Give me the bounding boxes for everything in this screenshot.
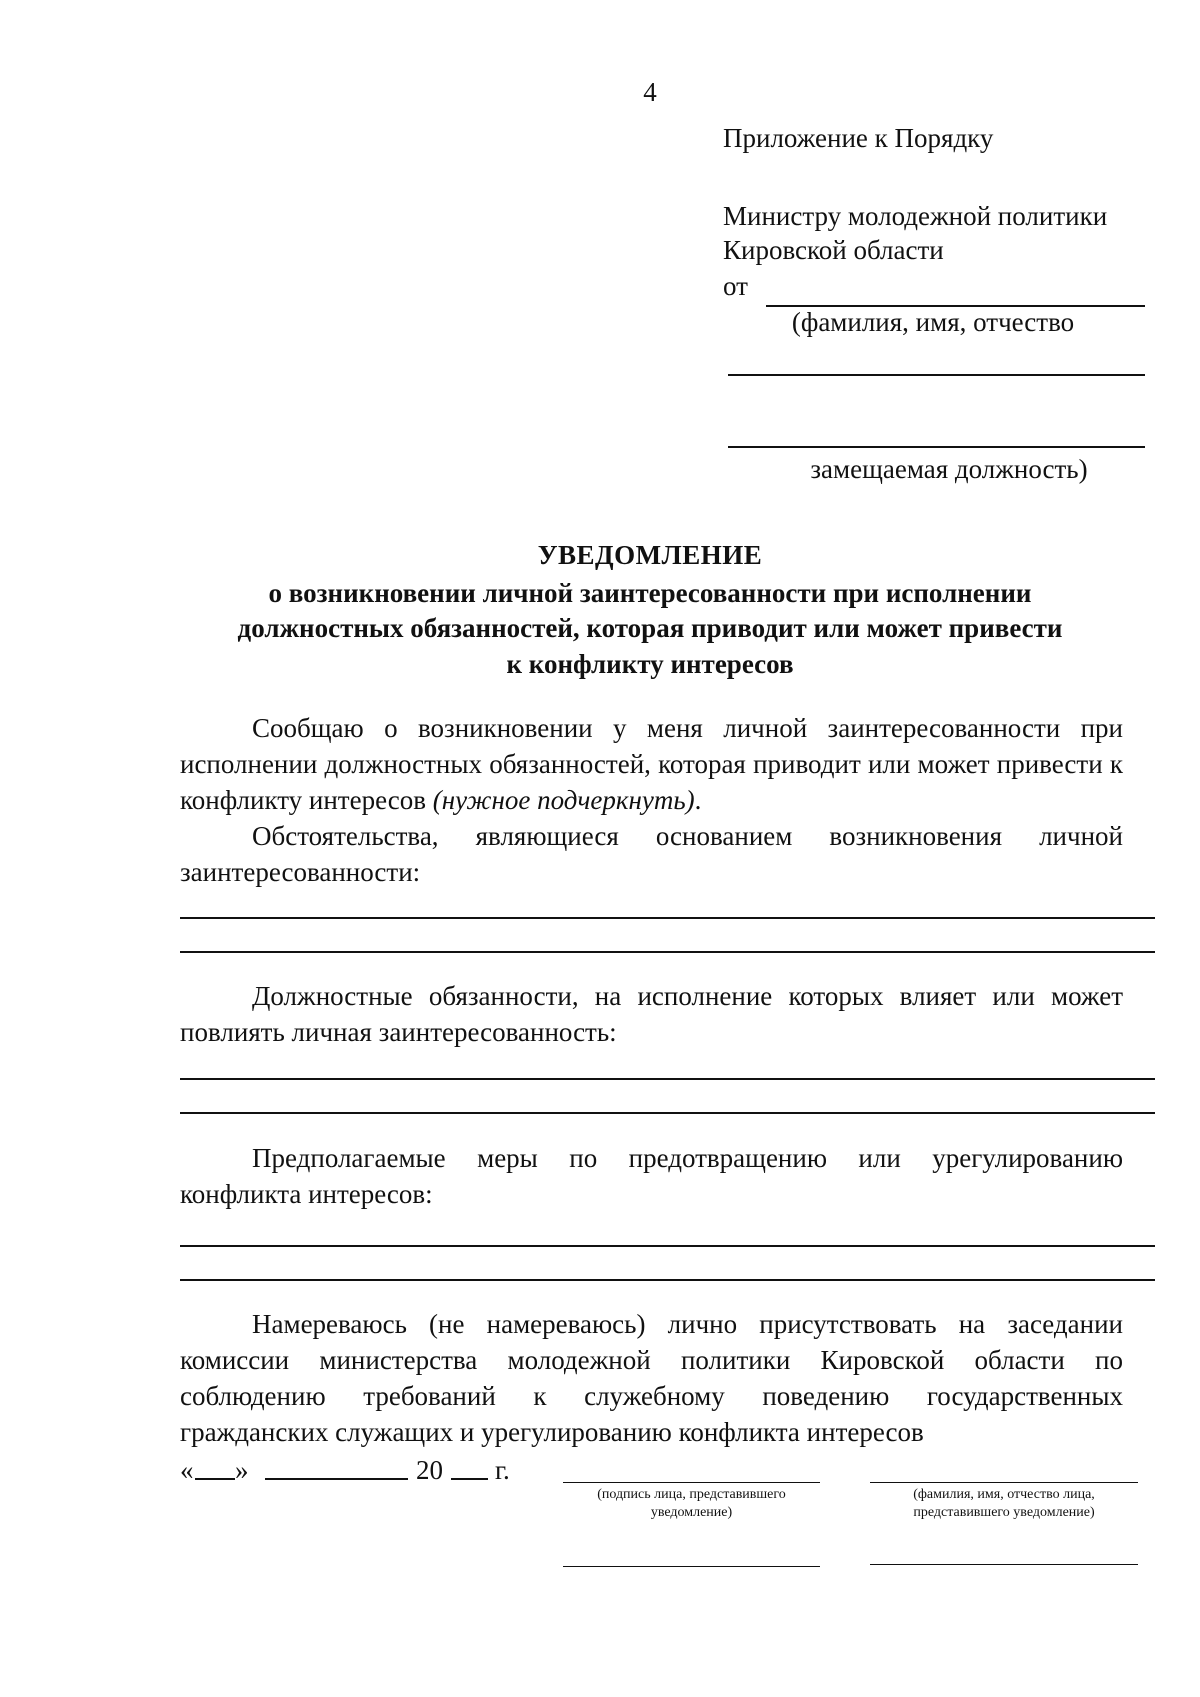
from-label: от — [723, 271, 748, 301]
from-extra-line-1[interactable] — [728, 374, 1145, 376]
document-subtitle-line-2: должностных обязанностей, которая приводит или может привести — [237, 613, 1063, 643]
circumstances-line-1[interactable] — [180, 917, 1155, 919]
measures-line-2[interactable] — [180, 1279, 1155, 1281]
name-caption: (фамилия, имя, отчество лица, представившего уведомление) — [913, 1487, 1095, 1520]
date-day-line[interactable] — [195, 1478, 235, 1480]
name-bottom-line[interactable] — [870, 1564, 1138, 1565]
signature-line[interactable] — [563, 1482, 820, 1483]
addressee-line-2: Кировской области — [723, 235, 944, 265]
document-title: УВЕДОМЛЕНИЕ — [537, 540, 763, 570]
document-subtitle-line-1: о возникновении личной заинтересованности при исполнении — [268, 578, 1032, 608]
paragraph-duties: Должностные обязанности, на исполнение которых влияет или может повлиять личная заинтересованность: — [180, 981, 1123, 1047]
date-open-quote: « — [180, 1455, 194, 1485]
signature-bottom-line[interactable] — [563, 1566, 820, 1567]
date-year-line[interactable] — [451, 1478, 488, 1480]
circumstances-line-2[interactable] — [180, 951, 1155, 953]
duties-line-2[interactable] — [180, 1112, 1155, 1114]
measures-line-1[interactable] — [180, 1245, 1155, 1247]
paragraph-circumstances: Обстоятельства, являющиеся основанием возникновения личной заинтересованности: — [180, 821, 1123, 887]
signature-caption: (подпись лица, представившего уведомление) — [597, 1487, 786, 1520]
from-caption-name: (фамилия, имя, отчество — [791, 307, 1075, 337]
from-caption-position: замещаемая должность) — [810, 454, 1088, 484]
paragraph-notification-italic: (нужное подчеркнуть) — [432, 785, 695, 815]
date-month-line[interactable] — [265, 1478, 408, 1480]
date-year-suffix: г. — [495, 1455, 510, 1485]
paragraph-notification — [180, 710, 1123, 818]
addressee-line-1: Министру молодежной политики — [723, 201, 1108, 231]
appendix-label: Приложение к Порядку — [723, 123, 994, 153]
date-year-prefix: 20 — [416, 1455, 443, 1485]
from-extra-line-2[interactable] — [728, 446, 1145, 448]
page-number: 4 — [643, 77, 657, 107]
duties-line-1[interactable] — [180, 1078, 1155, 1080]
paragraph-notification-end: . — [694, 785, 702, 815]
paragraph-attendance: Намереваюсь (не намереваюсь) лично присутствовать на заседании комиссии министерства молодежной политики Кировской области по соблюдению требований к служебному поведению государственных гражданских служащих и урегулированию конфликта интересов — [180, 1309, 1123, 1447]
document-subtitle-line-3: к конфликту интересов — [506, 649, 794, 679]
paragraph-measures: Предполагаемые меры по предотвращению или урегулированию конфликта интересов: — [180, 1143, 1123, 1209]
name-line[interactable] — [870, 1482, 1138, 1483]
paragraph-notification-text: Сообщаю о возникновении у меня личной заинтересованности при исполнении должностных обязанностей, которая приводит или может привести к конфликту интересов — [180, 713, 1123, 815]
date-close-quote: » — [235, 1455, 249, 1485]
